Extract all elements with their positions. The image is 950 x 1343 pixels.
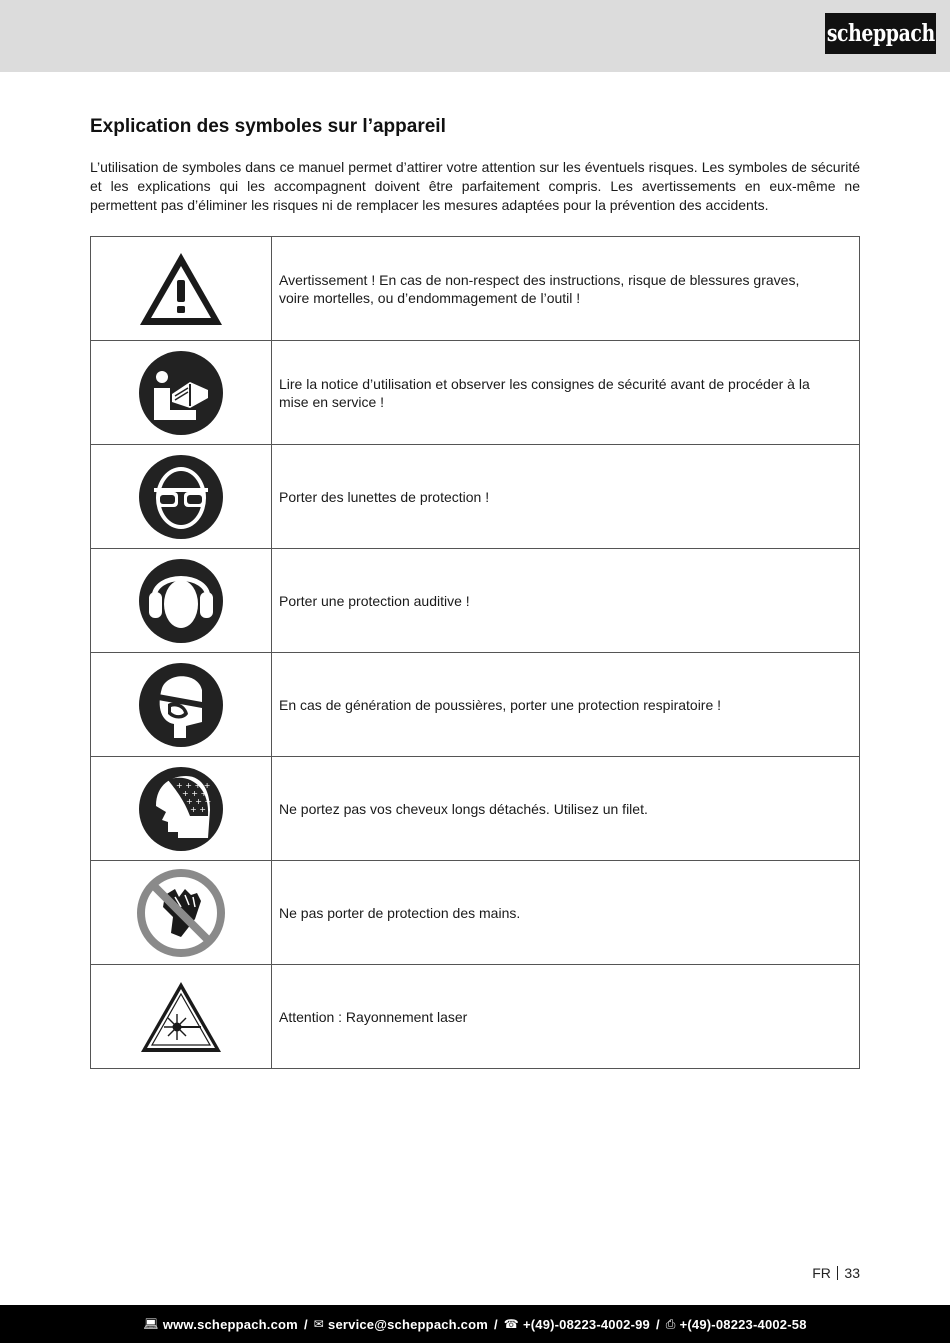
symbol-description: Porter une protection auditive ! [272,549,860,653]
brand-logo [825,13,936,54]
page-number-separator [837,1266,839,1280]
symbol-row [91,445,860,549]
symbol-row [91,653,860,757]
symbol-description: Ne pas porter de protection des mains. [272,861,860,965]
symbol-row [91,549,860,653]
safety-glasses-icon [138,454,224,540]
symbol-description: En cas de génération de poussières, porter une protection respiratoire ! [272,653,860,757]
symbol-icon-cell [91,861,272,965]
header-band [0,0,950,72]
ear-protection-icon [138,558,224,644]
symbols-table [90,236,860,1069]
page-language: FR [812,1265,831,1281]
symbol-icon-cell [91,237,272,341]
symbol-icon-cell [91,445,272,549]
no-gloves-icon [135,867,227,959]
brand-logo-text: scheppach [826,20,935,47]
symbol-icon-cell [91,341,272,445]
footer-separator: / [655,1316,660,1332]
computer-icon: 💻︎ [143,1317,159,1331]
footer-fax: +(49)-08223-4002-58 [679,1316,807,1332]
svg-text:+ + +: + + + [182,788,208,798]
symbol-description: Porter des lunettes de protection ! [272,445,860,549]
symbol-icon-cell [91,757,272,861]
svg-text:+ + + +: + + + + [176,780,211,790]
intro-paragraph: L’utilisation de symboles dans ce manuel permet d’attirer votre attention sur les éventuels risques. Les symboles de sécurité et les explications qui les accompagnent doivent être parfaitement compris. Les avertissements en eux-même ne permettent pas d’éliminer les risques ni de remplacer les mesures adaptées pour la prévention des accidents. [90,159,860,213]
mail-icon: ✉︎ [313,1317,325,1331]
warning-triangle-icon [136,249,226,329]
laser-warning-icon [139,980,223,1054]
footer-bar [0,1305,950,1343]
footer-website-link[interactable]: www.scheppach.com [162,1316,298,1332]
footer-separator: / [303,1316,308,1332]
symbol-row [91,341,860,445]
svg-text:+ + +: + + + [186,796,212,806]
symbol-description: Ne portez pas vos cheveux longs détachés. Utilisez un filet. [272,757,860,861]
hairnet-icon [138,766,224,852]
symbol-icon-cell [91,549,272,653]
symbol-row [91,861,860,965]
footer-email-link[interactable]: service@scheppach.com [328,1316,488,1332]
symbol-description: Lire la notice d’utilisation et observer les consignes de sécurité avant de procéder à la mise en service ! [272,341,860,445]
page-number-value: 33 [844,1265,860,1281]
svg-text:+ +: + + [190,804,206,814]
footer-separator: / [493,1316,498,1332]
symbol-description: Avertissement ! En cas de non-respect des instructions, risque de blessures graves, voire mortelles, ou d’endommagement de l’outil ! [272,237,860,341]
page-number [760,1265,860,1281]
symbol-icon-cell [91,653,272,757]
symbol-description: Attention : Rayonnement laser [272,965,860,1069]
respirator-icon [138,662,224,748]
phone-icon: ☎ [503,1317,519,1331]
symbol-icon-cell [91,965,272,1069]
page-title: Explication des symboles sur l’appareil [90,116,446,137]
symbol-row [91,965,860,1069]
symbol-row [91,757,860,861]
fax-icon: ⎙ [665,1316,676,1331]
symbol-row [91,237,860,341]
footer-phone: +(49)-08223-4002-99 [522,1316,650,1332]
read-manual-icon [138,350,224,436]
